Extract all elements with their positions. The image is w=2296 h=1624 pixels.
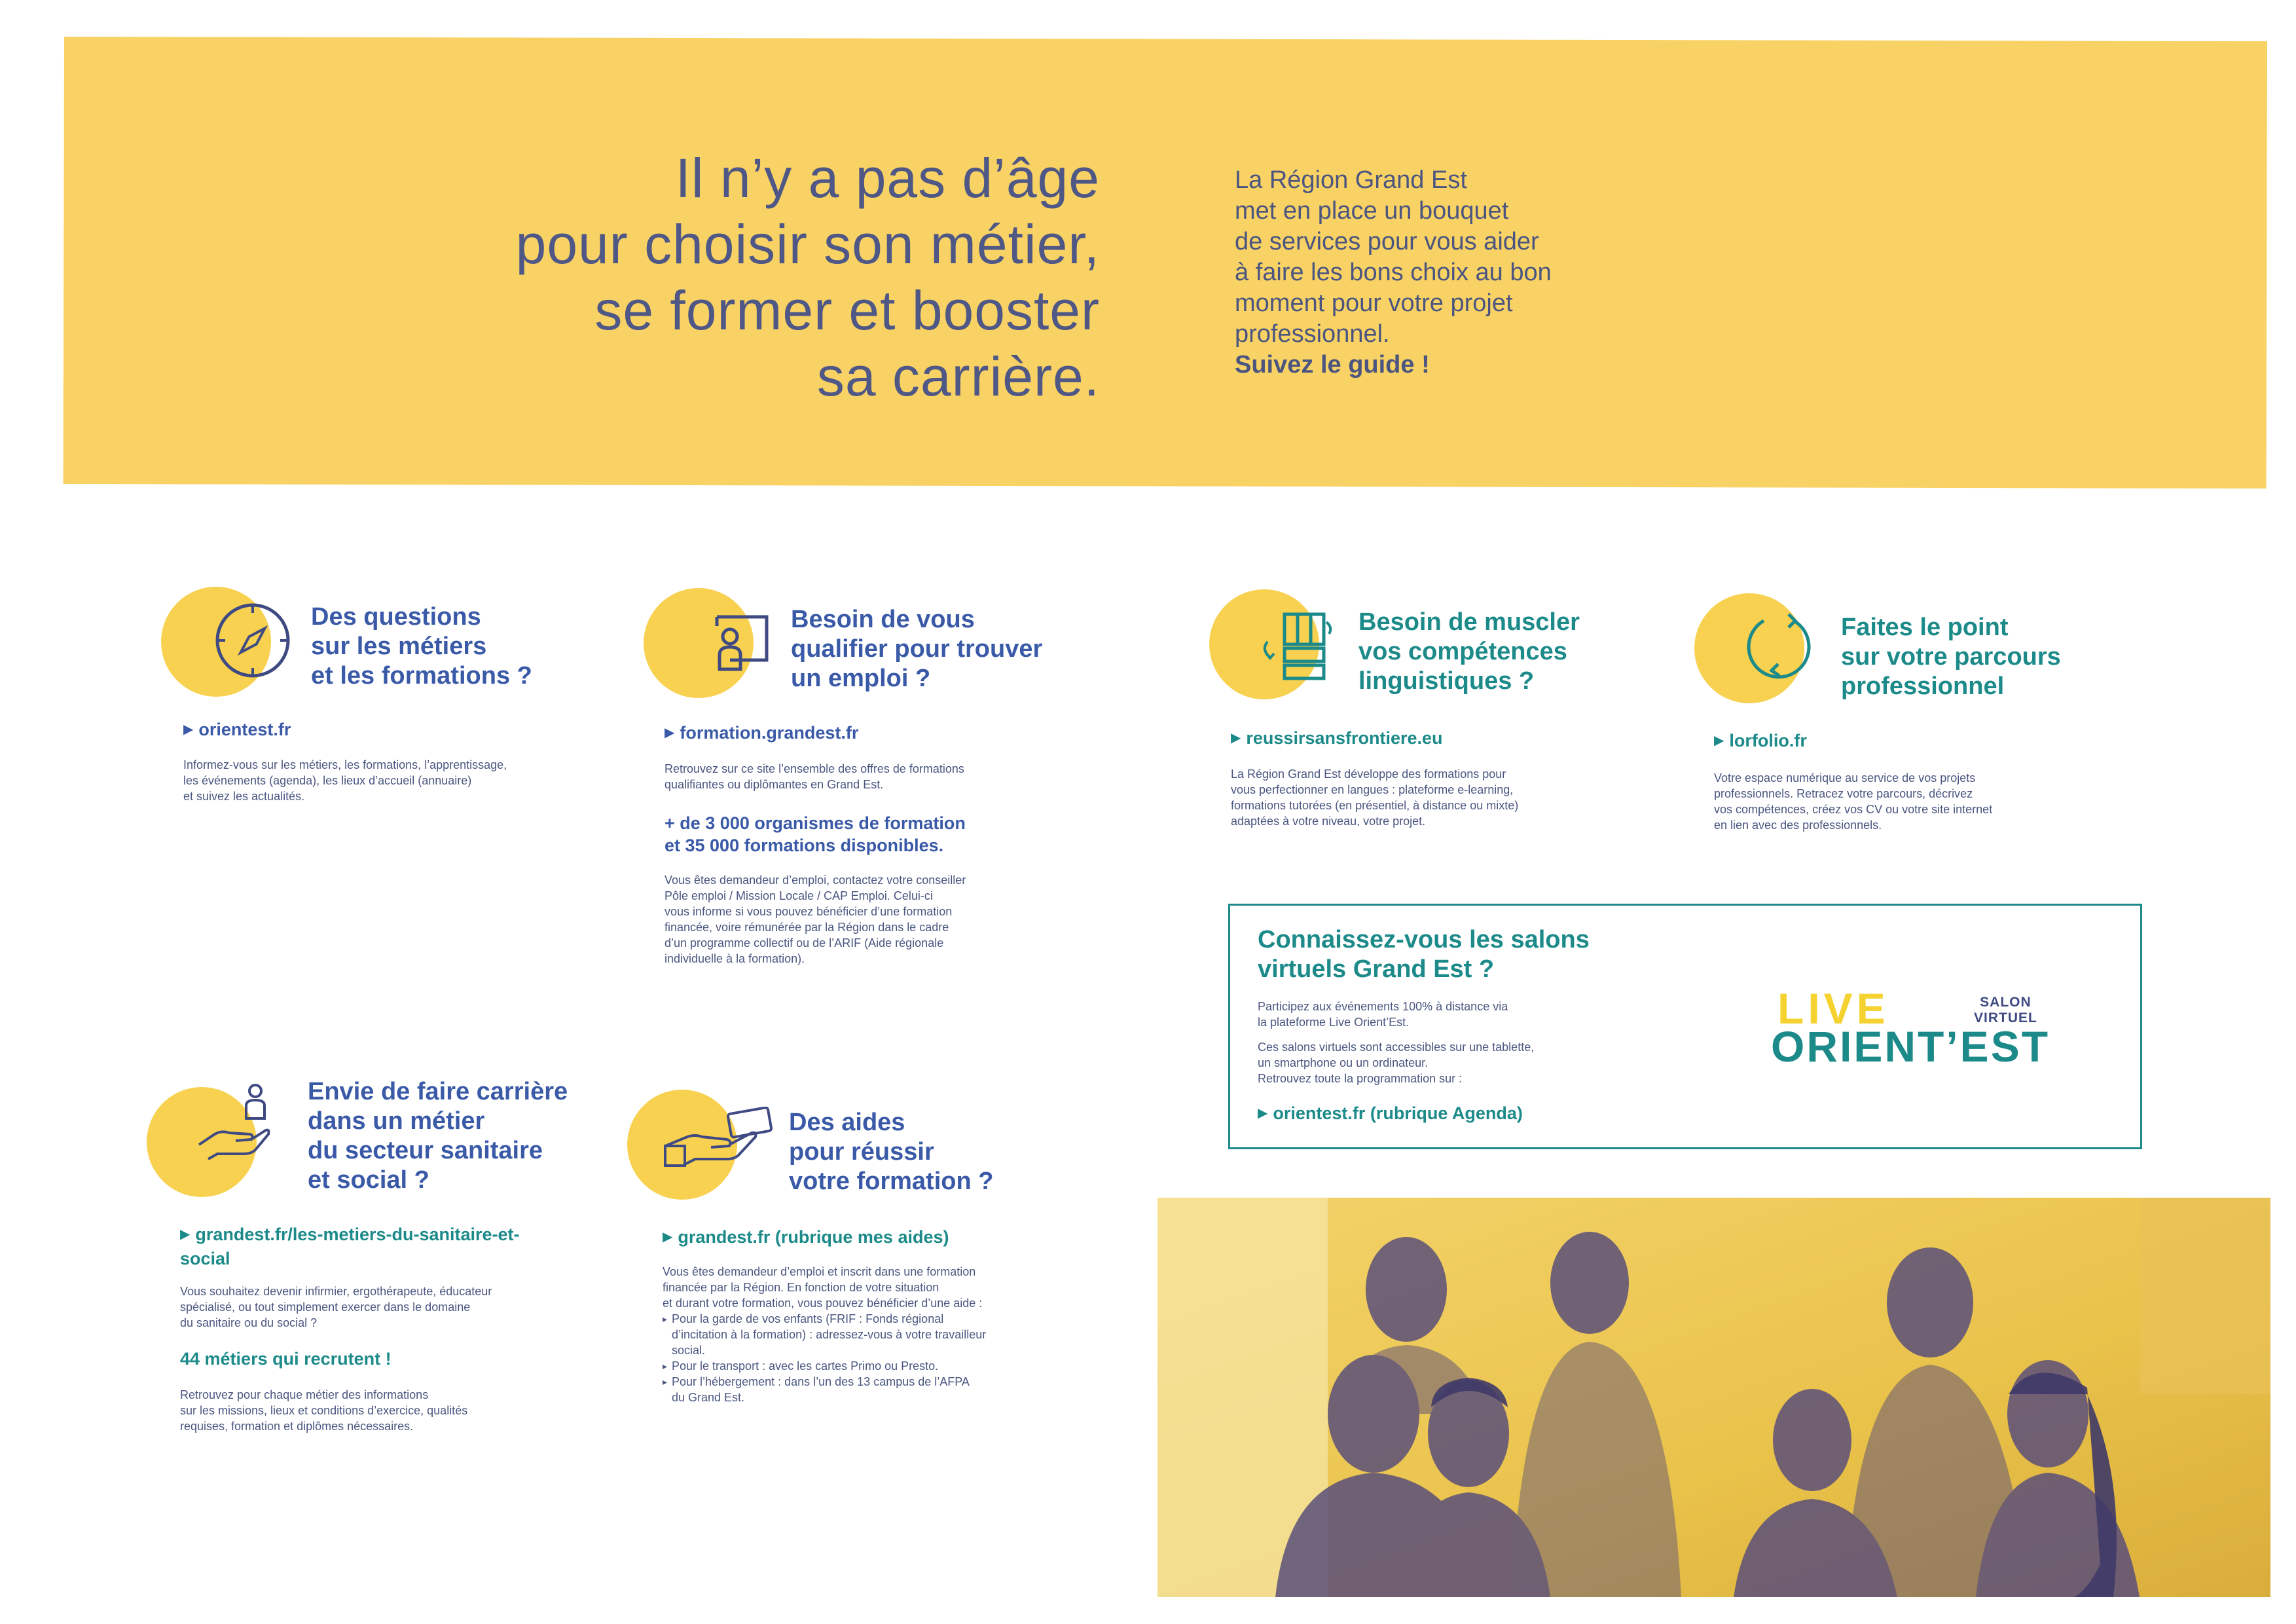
highlight-44-metiers: 44 métiers qui recrutent ! <box>180 1349 392 1369</box>
block-description: Votre espace numérique au service de vos projets professionnels. Retracez votre parcours, décrivez vos compétences, créez vos CV ou votre site internet en lien avec des professionnels. <box>1714 771 1993 832</box>
salon-description: Participez aux événements 100% à distance via la plateforme Live Orient’Est. Ces salons virtuels sont accessibles sur une tablette, un smartphone ou un ordinateur. Retrouvez toute la programmation sur : <box>1258 1000 1535 1085</box>
salon-title: Connaissez-vous les salons virtuels Grand Est ? <box>1258 926 1590 983</box>
aides-list <box>663 1311 986 1405</box>
block-title: Faites le point sur votre parcours professionnel <box>1841 614 2061 700</box>
live-orientest-logo: LIVE SALON VIRTUEL ORIENT’EST <box>1771 984 2050 1071</box>
link-grandest-sanitaire[interactable]: ▶ grandest.fr/les-metiers-du-sanitaire-et- social <box>180 1225 520 1268</box>
list-item: ▸ Pour la garde de vos enfants (FRIF : Fonds régional d’incitation à la formation) : adressez-vous à votre travailleur social. <box>663 1311 986 1358</box>
cycle-arrows-icon <box>1740 608 1817 685</box>
block-title: Besoin de muscler vos compétences linguistiques ? <box>1358 608 1580 695</box>
block-description: Informez-vous sur les métiers, les formations, l’apprentissage, les événements (agenda), les lieux d’accueil (annuaire) et suivez les actualités. <box>183 758 507 803</box>
block-title: Envie de faire carrière dans un métier du secteur sanitaire et social ? <box>308 1078 568 1194</box>
cta-text: Suivez le guide ! <box>1235 351 1430 378</box>
link-orientest-agenda[interactable]: ▶ orientest.fr (rubrique Agenda) <box>1258 1103 1523 1123</box>
hand-money-icon <box>661 1107 779 1172</box>
books-icon <box>1256 608 1333 685</box>
block-description-2: Vous êtes demandeur d’emploi, contactez votre conseiller Pôle emploi / Mission Locale / CAP Emploi. Celui-ci vous informe si vous pouvez bénéficier d’une formation financée, voire rémunérée par la Région dans le cadre d’un programme collectif ou de l’ARIF (Aide régionale individuelle à la formation). <box>665 874 966 965</box>
list-item: ▸ Pour l’hébergement : dans l’un des 13 campus de l’AFPA du Grand Est. <box>663 1374 986 1405</box>
block-description: Retrouvez sur ce site l’ensemble des offres de formations qualifiantes ou diplômantes en Grand Est. <box>665 762 964 791</box>
group-photo <box>1157 1198 2270 1597</box>
link-orientest[interactable]: ▶ orientest.fr <box>183 720 291 739</box>
link-lorfolio[interactable]: ▶ lorfolio.fr <box>1714 731 1807 750</box>
link-reussirsansfrontiere[interactable]: ▶ reussirsansfrontiere.eu <box>1231 728 1443 748</box>
block-description-2: Retrouvez pour chaque métier des informations sur les missions, lieux et conditions d’exercice, qualités requises, formation et diplômes nécessaires. <box>180 1388 468 1433</box>
headline: Il n’y a pas d’âge pour choisir son métier, se former et booster sa carrière. <box>515 147 1100 407</box>
person-card-icon <box>704 604 774 674</box>
block-title: Des aides pour réussir votre formation ? <box>789 1109 994 1195</box>
highlight-organismes: + de 3 000 organismes de formation et 35 000 formations disponibles. <box>665 813 966 855</box>
compass-icon <box>211 599 295 682</box>
link-grandest-aides[interactable]: ▶ grandest.fr (rubrique mes aides) <box>663 1227 949 1247</box>
intro-text: La Région Grand Est met en place un bouquet de services pour vous aider à faire les bons choix au bon moment pour votre projet professionnel. Suivez le guide ! <box>1235 165 1706 380</box>
list-item: ▸ Pour le transport : avec les cartes Primo ou Presto. <box>663 1358 986 1374</box>
block-title: Des questions sur les métiers et les formations ? <box>311 603 532 690</box>
salon-virtuel-box <box>1228 904 2142 1149</box>
block-description: La Région Grand Est développe des formations pour vous perfectionner en langues : plateforme e-learning, formations tutorées (en présentiel, à distance ou mixte) adaptées à votre niveau, votre projet. <box>1231 767 1519 828</box>
block-description: Vous êtes demandeur d’emploi et inscrit dans une formation financée par la Région. En fonction de votre situation et durant votre formation, vous pouvez bénéficier d’une aide : <box>663 1265 983 1310</box>
block-description: Vous souhaitez devenir infirmier, ergothérapeute, éducateur spécialisé, ou tout simplement exercer dans le domaine du sanitaire ou du social ? <box>180 1285 492 1329</box>
link-formation-grandest[interactable]: ▶ formation.grandest.fr <box>665 723 859 743</box>
block-title: Besoin de vous qualifier pour trouver un emploi ? <box>791 606 1043 692</box>
hand-person-icon <box>195 1082 272 1167</box>
